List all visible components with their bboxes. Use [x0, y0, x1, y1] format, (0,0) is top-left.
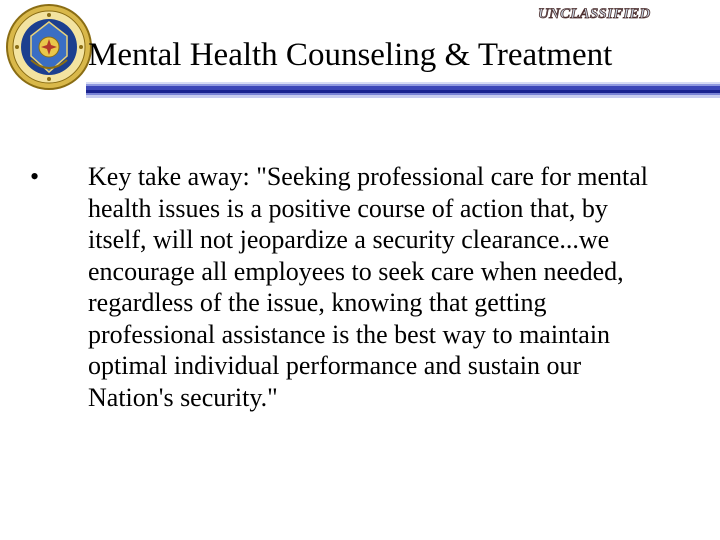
agency-seal-icon [4, 2, 94, 92]
page-title: Mental Health Counseling & Treatment [88, 37, 613, 73]
bullet-list [30, 161, 670, 413]
classification-marking: UNCLASSIFIED [538, 6, 651, 22]
key-takeaway-text: Key take away: "Seeking professional care for mental health issues is a positive course of action that, by itself, will not jeopardize a security clearance...we encourage all employees to seek care when needed, regardless of the issue, knowing that getting professional assistance is the best way to maintain optimal individual performance and sustain our Nation's security." [88, 162, 649, 412]
bullet-marker: • [30, 162, 40, 191]
list-item [30, 161, 670, 413]
title-underline-rule [86, 82, 720, 98]
